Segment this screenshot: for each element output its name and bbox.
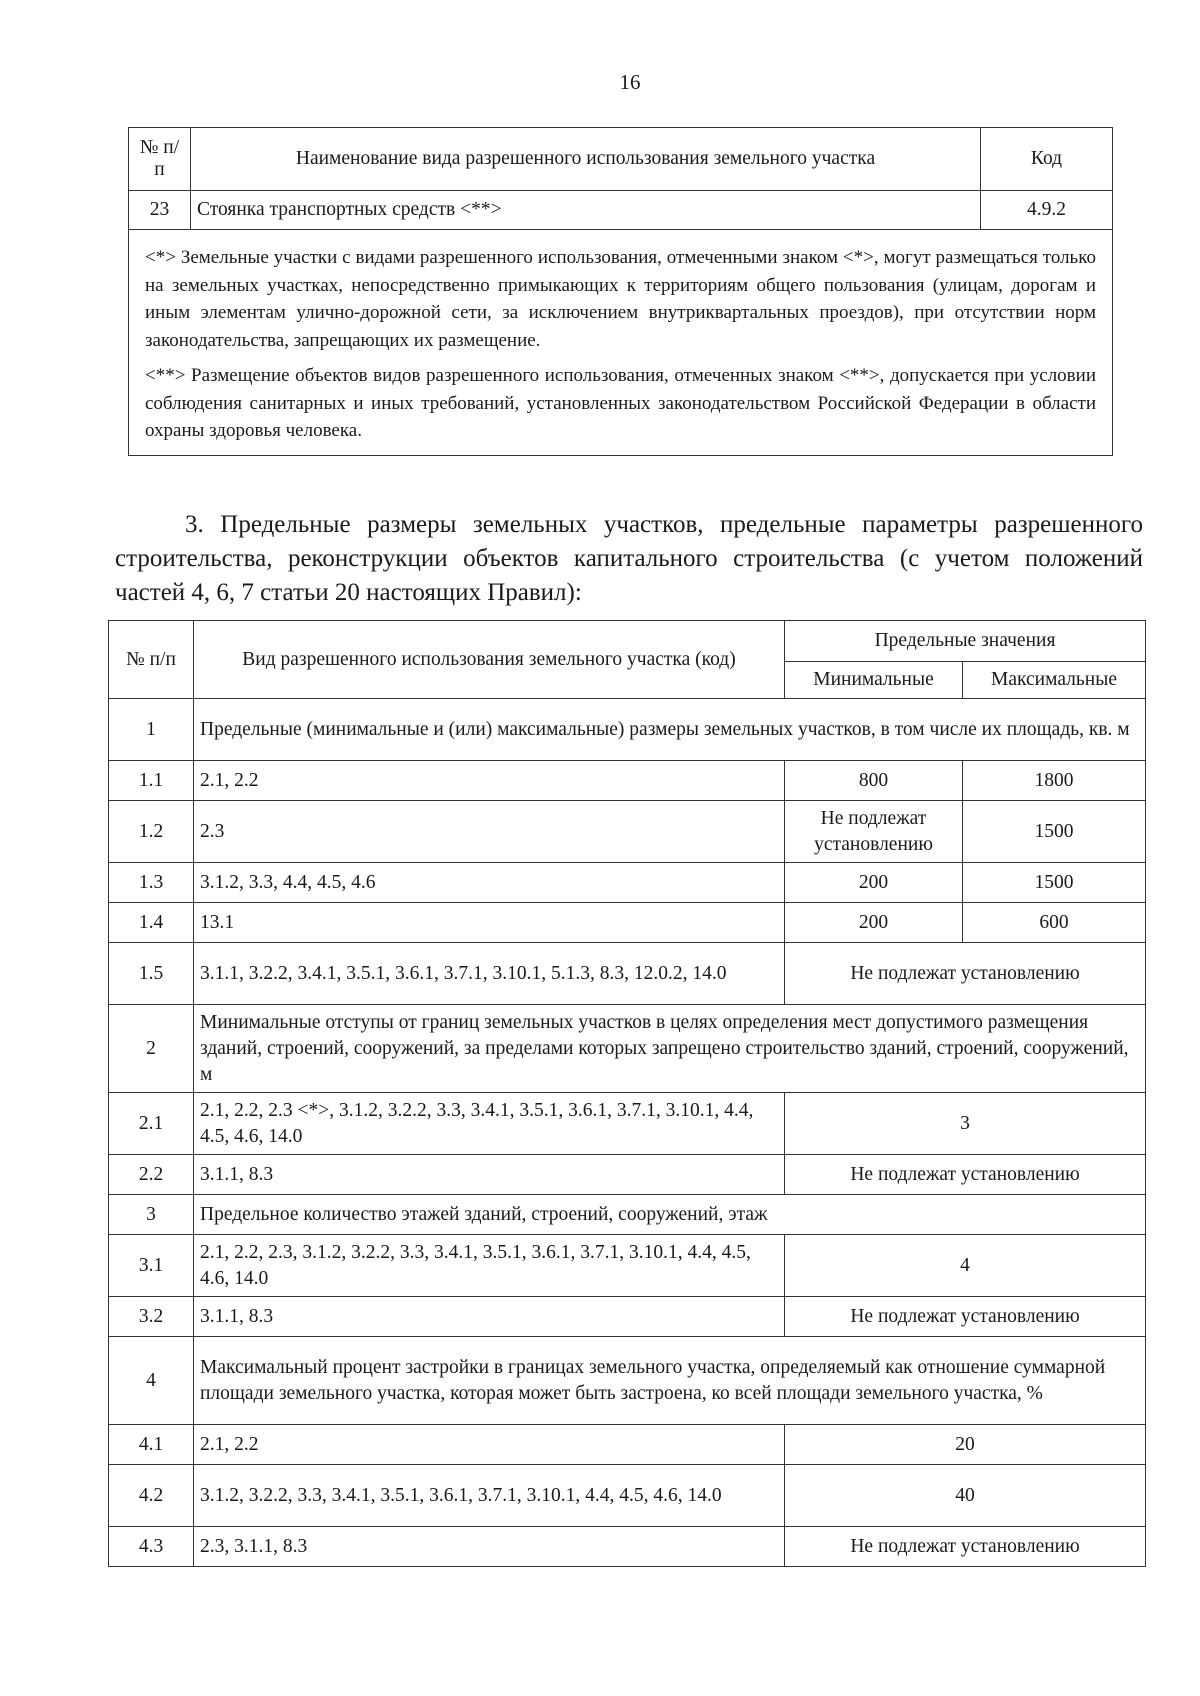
table-row (109, 1297, 1146, 1337)
row-num: 23 (129, 191, 191, 230)
row-num: 2.1 (109, 1093, 194, 1155)
row-min-value: 200 (785, 863, 963, 903)
row-num: 2 (109, 1005, 194, 1093)
row-codes: 3.1.1, 3.2.2, 3.4.1, 3.5.1, 3.6.1, 3.7.1, 3.10.1, 5.1.3, 8.3, 12.0.2, 14.0 (194, 943, 785, 1005)
table-row (109, 863, 1146, 903)
limits-table (108, 620, 1146, 1567)
row-max-value: 1500 (963, 801, 1146, 863)
row-num: 3 (109, 1195, 194, 1235)
row-num: 1 (109, 699, 194, 761)
footnote-double-star: <**> Размещение объектов видов разрешенного использования, отмеченных знаком <**>, допускается при условии соблюдения санитарных и иных требований, установленных законодательством Российской Федерации в области охраны здоровья человека. (145, 365, 1096, 441)
row-num: 1.3 (109, 863, 194, 903)
table-row (109, 1425, 1146, 1465)
header-kind: Вид разрешенного использования земельного участка (код) (194, 621, 785, 699)
notes-row (129, 230, 1113, 456)
table-row (109, 1093, 1146, 1155)
table-row (129, 191, 1113, 230)
row-value: 40 (785, 1465, 1146, 1527)
row-codes: 3.1.2, 3.3, 4.4, 4.5, 4.6 (194, 863, 785, 903)
table-header-row (109, 621, 1146, 662)
limits-table-body (109, 699, 1146, 1567)
row-codes: 3.1.2, 3.2.2, 3.3, 3.4.1, 3.5.1, 3.6.1, 3.7.1, 3.10.1, 4.4, 4.5, 4.6, 14.0 (194, 1465, 785, 1527)
row-num: 3.1 (109, 1235, 194, 1297)
table-header-row (129, 128, 1113, 191)
header-limits: Предельные значения (785, 621, 1146, 662)
table-row (109, 903, 1146, 943)
row-name: Стоянка транспортных средств <**> (191, 191, 981, 230)
footnotes (129, 230, 1113, 456)
row-codes: 2.3, 3.1.1, 8.3 (194, 1527, 785, 1567)
group-title: Предельное количество этажей зданий, строений, сооружений, этаж (194, 1195, 1146, 1235)
header-max: Максимальные (963, 662, 1146, 699)
group-title: Минимальные отступы от границ земельных участков в целях определения мест допустимого размещения зданий, строений, сооружений, за пределами которых запрещено строительство зданий, строений, сооружений, м (194, 1005, 1146, 1093)
header-num: № п/п (129, 128, 191, 191)
row-max-value: 1800 (963, 761, 1146, 801)
group-row (109, 1337, 1146, 1425)
row-num: 4.2 (109, 1465, 194, 1527)
row-num: 3.2 (109, 1297, 194, 1337)
land-use-types-table (128, 127, 1113, 456)
row-codes: 3.1.1, 8.3 (194, 1155, 785, 1195)
row-min-value: 200 (785, 903, 963, 943)
row-value: Не подлежат установлению (785, 1155, 1146, 1195)
row-codes: 2.1, 2.2, 2.3 <*>, 3.1.2, 3.2.2, 3.3, 3.4.1, 3.5.1, 3.6.1, 3.7.1, 3.10.1, 4.4, 4.5, 4.6, 14.0 (194, 1093, 785, 1155)
row-max-value: 600 (963, 903, 1146, 943)
row-value: 20 (785, 1425, 1146, 1465)
table-row (109, 801, 1146, 863)
row-code: 4.9.2 (981, 191, 1113, 230)
row-num: 1.1 (109, 761, 194, 801)
row-num: 4.3 (109, 1527, 194, 1567)
table-row (109, 1235, 1146, 1297)
header-name: Наименование вида разрешенного использования земельного участка (191, 128, 981, 191)
row-codes: 13.1 (194, 903, 785, 943)
row-value: 3 (785, 1093, 1146, 1155)
row-num: 4.1 (109, 1425, 194, 1465)
table-row (109, 1465, 1146, 1527)
row-num: 1.2 (109, 801, 194, 863)
group-row (109, 699, 1146, 761)
row-codes: 3.1.1, 8.3 (194, 1297, 785, 1337)
row-num: 1.4 (109, 903, 194, 943)
row-codes: 2.3 (194, 801, 785, 863)
row-num: 4 (109, 1337, 194, 1425)
row-num: 1.5 (109, 943, 194, 1005)
row-value: Не подлежат установлению (785, 1527, 1146, 1567)
row-value: Не подлежат установлению (785, 943, 1146, 1005)
header-min: Минимальные (785, 662, 963, 699)
row-codes: 2.1, 2.2 (194, 1425, 785, 1465)
row-codes: 2.1, 2.2 (194, 761, 785, 801)
footnote-single-star: <*> Земельные участки с видами разрешенного использования, отмеченными знаком <*>, могут размещаться только на земельных участках, непосредственно примыкающих к территориям общего пользования (улицам, дорогам и иным элементам улично-дорожной сети, за исключением внутриквартальных проездов), при отсутствии норм законодательства, запрещающих их размещение. (145, 247, 1096, 351)
row-num: 2.2 (109, 1155, 194, 1195)
row-value: Не подлежат установлению (785, 1297, 1146, 1337)
page-number: 16 (619, 70, 641, 94)
table-row (109, 1155, 1146, 1195)
row-value: 4 (785, 1235, 1146, 1297)
row-max-value: 1500 (963, 863, 1146, 903)
header-code: Код (981, 128, 1113, 191)
row-min-value: 800 (785, 761, 963, 801)
section-3-heading: 3. Предельные размеры земельных участков, предельные параметры разрешенного строительства, реконструкции объектов капитального строительства (с учетом положений частей 4, 6, 7 статьи 20 настоящих Правил): (115, 511, 1143, 606)
row-codes: 2.1, 2.2, 2.3, 3.1.2, 3.2.2, 3.3, 3.4.1, 3.5.1, 3.6.1, 3.7.1, 3.10.1, 4.4, 4.5, 4.6, 14.0 (194, 1235, 785, 1297)
table-row (109, 1527, 1146, 1567)
table-row (109, 761, 1146, 801)
table-row (109, 943, 1146, 1005)
row-min-value: Не подлежат установлению (785, 801, 963, 863)
group-title: Предельные (минимальные и (или) максимальные) размеры земельных участков, в том числе их площадь, кв. м (194, 699, 1146, 761)
group-row (109, 1005, 1146, 1093)
group-title: Максимальный процент застройки в границах земельного участка, определяемый как отношение суммарной площади земельного участка, которая может быть застроена, ко всей площади земельного участка, % (194, 1337, 1146, 1425)
header-num: № п/п (109, 621, 194, 699)
group-row (109, 1195, 1146, 1235)
